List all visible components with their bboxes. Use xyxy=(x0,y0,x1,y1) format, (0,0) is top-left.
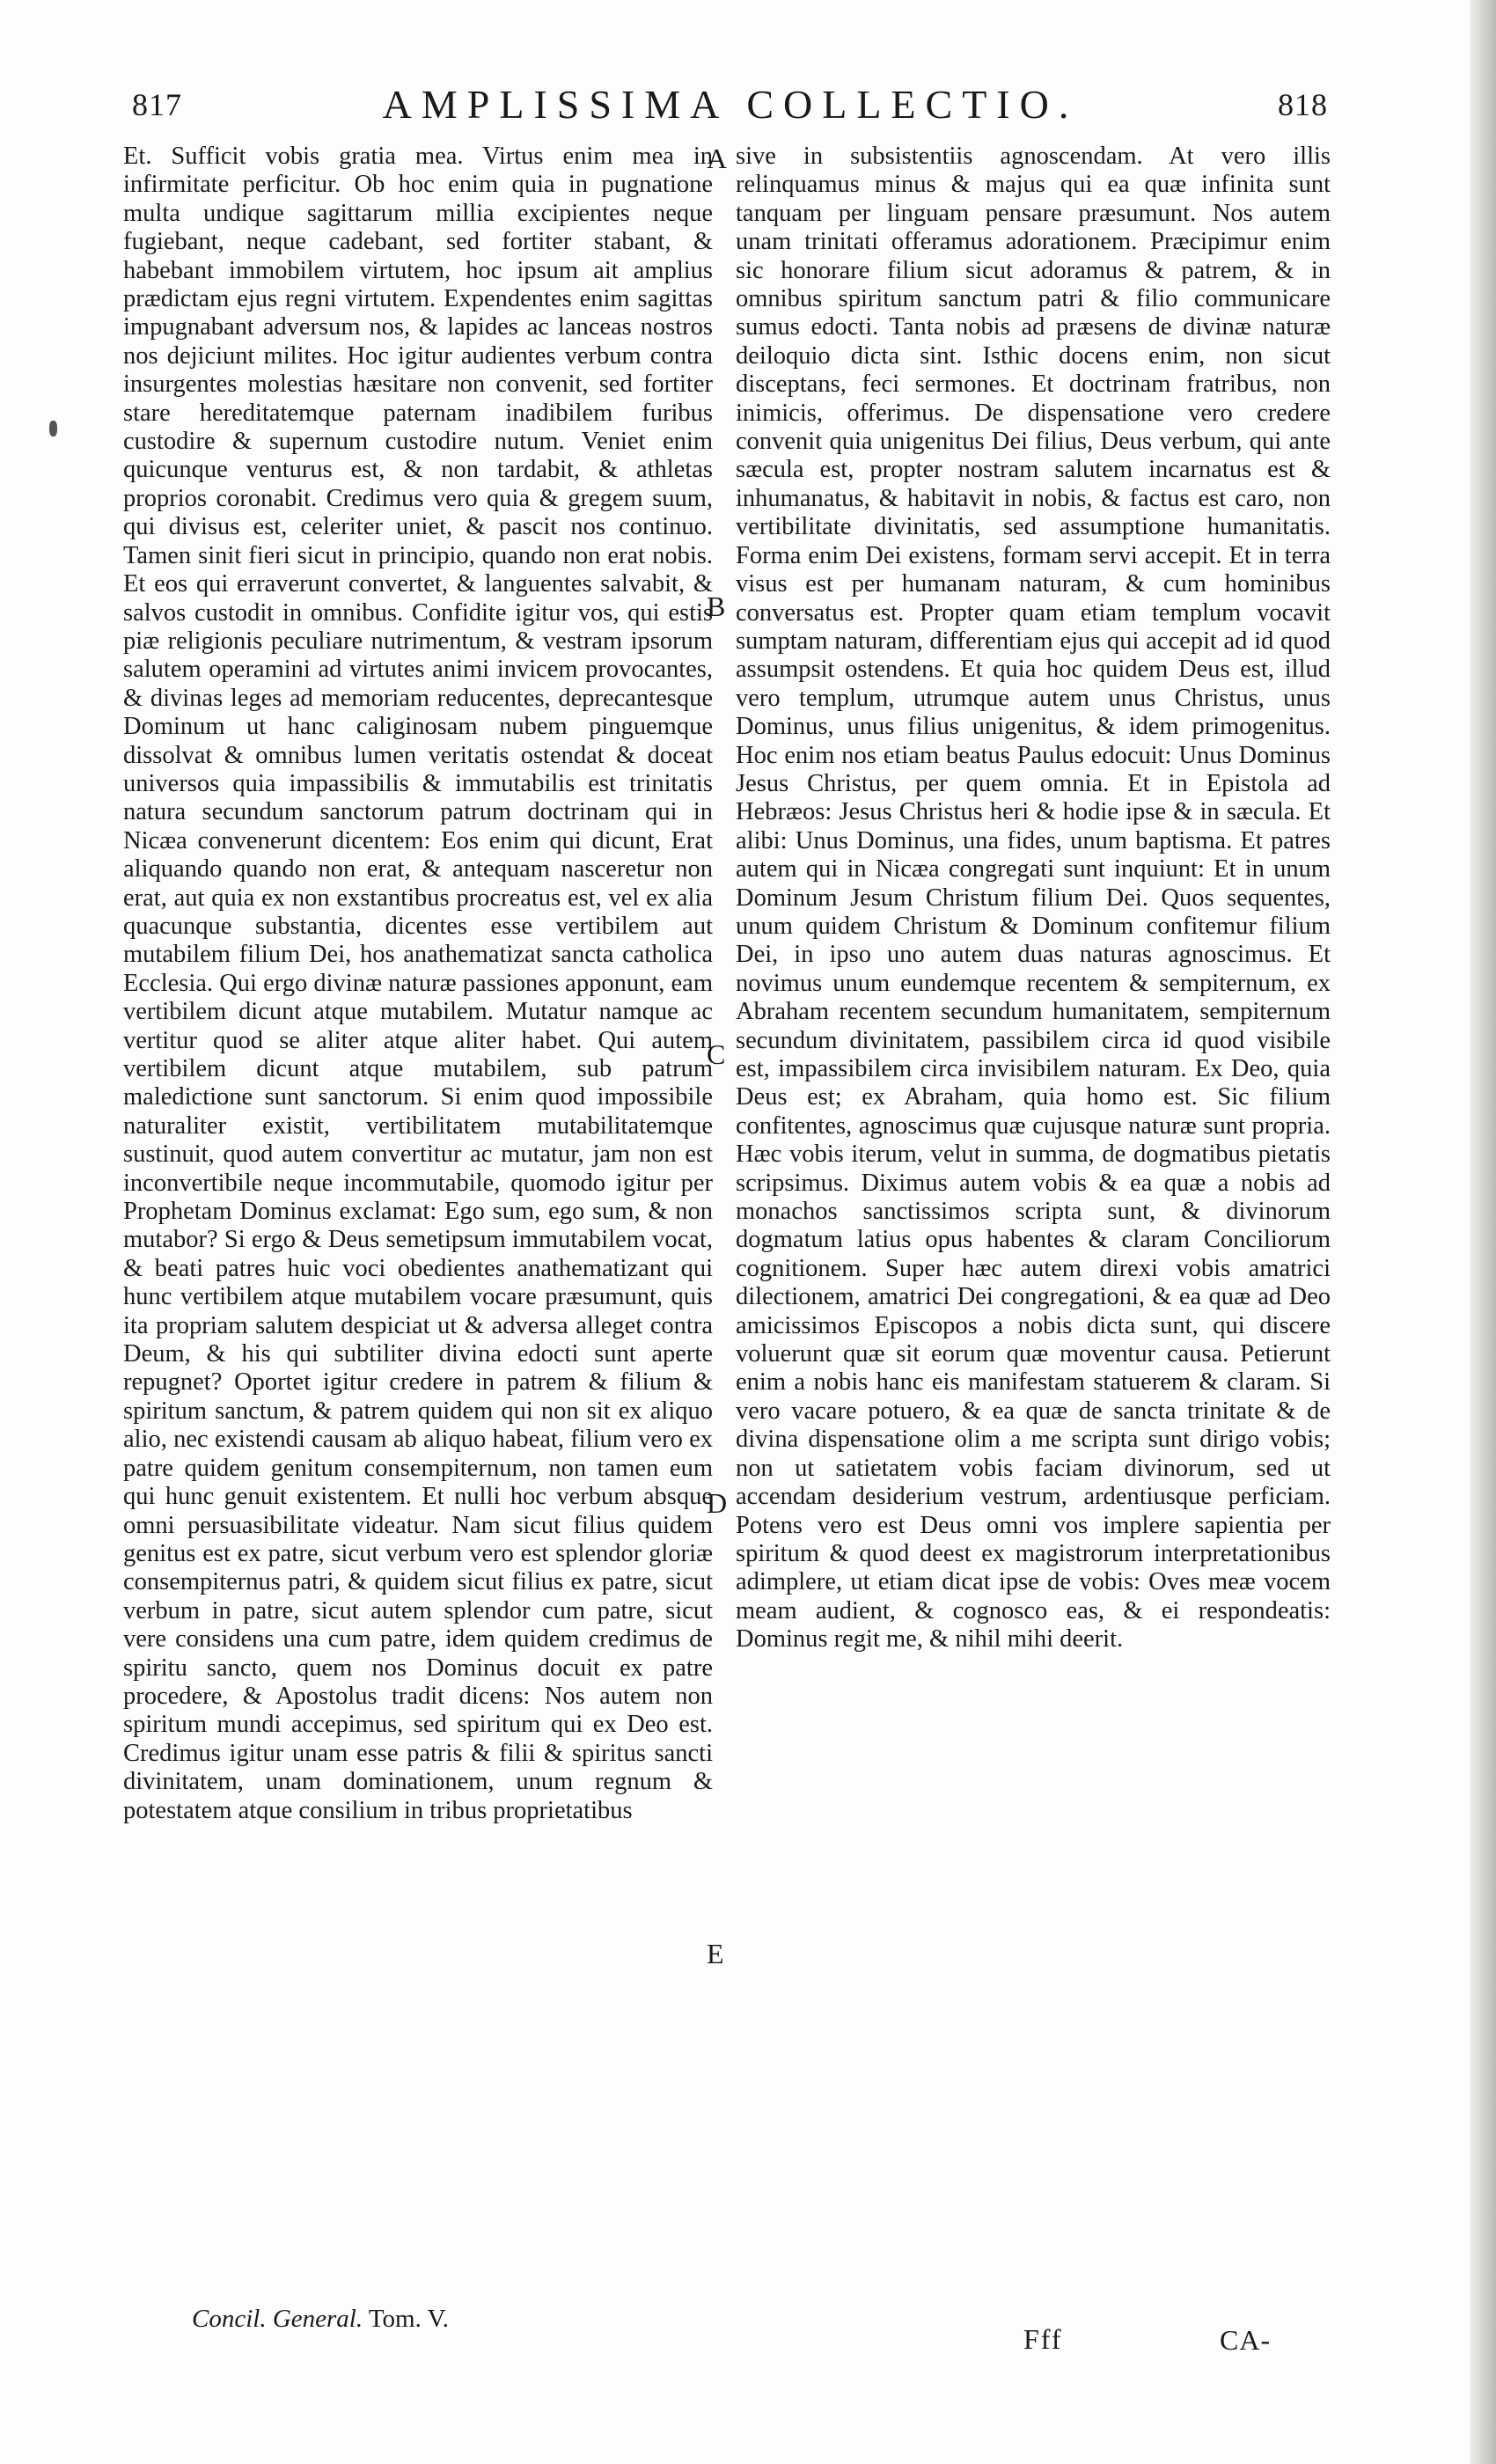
running-title: AMPLISSIMA COLLECTIO. xyxy=(382,82,1079,127)
column-left-text: Et. Sufficit vobis gratia mea. Virtus enim mea in infirmitate perficitur. Ob hoc enim quia in pugnatione multa undique sagittarum millia excipientes neque fugiebant, neque cadebant, sed fortiter stabant, & habebant immobilem virtutem, hoc ipsum ait amplius prædictam ejus regni virtutem. Expendentes enim sagittas impugnabant adversum nos, & lapides ac lanceas nostros nos dejiciunt milites. Hoc igitur audientes verbum contra insurgentes molestias hæsitare non convenit, sed fortiter stare hereditatemque paternam inadibilem furibus custodire & supernum custodire nutum. Veniet enim quicunque venturus est, & non tardabit, & athletas proprios coronabit. Credimus vero quia & gregem suum, qui divisus est, celeriter uniet, & pascit nos continuo. Tamen sinit fieri sicut in principio, quando non erat nobis. Et eos qui erraverunt convertet, & languentes salvabit, & salvos custodit in omnibus. Confidite igitur vos, qui estis piæ religionis peculiare nutrimentum, & vestram ipsorum salutem operamini ad virtutes animi invicem provocantes, & divinas leges ad memoriam reducentes, deprecantesque Dominum ut hanc caliginosam nubem pinguemque dissolvat & omnibus lumen veritatis ostendat & doceat universos quia impassibilis & immutabilis est trinitatis natura secundum sanctorum patrum doctrinam qui in Nicæa convenerunt dicentem: Eos enim qui dicunt, Erat aliquando quando non erat, & antequam nasceretur non erat, aut quia ex non exstantibus procreatus est, vel ex alia quacunque substantia, dicentes esse vertibilem aut mutabilem filium Dei, hos anathematizat sancta catholica Ecclesia. Qui ergo divinæ naturæ passiones apponunt, eam vertibilem dicunt atque mutabilem. Mutatur namque ac vertitur quod se aliter atque aliter habet. Qui autem vertibilem dicunt atque mutabilem, sub patrum maledictione sunt sanctorum. Si enim quod impossibile naturaliter existit, vertibilitatem mutabilitatemque sustinuit, quod autem convertitur ac mutatur, jam non est inconvertibile neque incommutabile, quomodo igitur per Prophetam Dominus exclamat: Ego sum, ego sum, & non mutabor? Si ergo & Deus semetipsum immutabilem vocat, & beati patres huic voci obedientes anathematizant qui hunc vertibilem atque mutabilem vocare præsumunt, quis ita propriam salutem despiciat ut & adversa alleget contra Deum, & his qui subtiliter divina edocti sunt aperte repugnet? Oportet igitur credere in patrem & filium & spiritum sanctum, & patrem quidem qui non sit ex aliquo alio, nec existendi causam ab aliquo habeat, filium vero ex patre quidem genitum consempiternum, non tamen eum qui hunc genuit existentem. Et nulli hoc verbum absque omni persuasibilitate videatur. Nam sicut filius quidem genitus est ex patre, sicut verbum vero est splendor gloriæ consempiternus patri, & quidem sicut filius ex patre, sicut verbum in patre, sicut autem splendor cum patre, sicut vere considens una cum patre, idem quidem credimus de spiritu sancto, quem nos Dominus docuit ex patre procedere, & Apostolus tradit dicens: Nos autem non spiritum mundi accepimus, sed spiritum qui ex Deo est. Credimus igitur unam esse patris & filii & spiritus sancti divinitatem, unam dominationem, unum regnum & potestatem atque consilium in tribus proprietatibus xyxy=(123,143,713,1824)
page-edge-shadow xyxy=(1470,0,1496,2464)
signature-mark: Fff xyxy=(1023,2323,1063,2355)
page-number-left: 817 xyxy=(132,87,182,122)
footer-source-volume: Tom. V. xyxy=(368,2305,450,2333)
page-number-right: 818 xyxy=(1278,87,1328,122)
margin-letter-c: C xyxy=(707,1038,726,1070)
ink-speck xyxy=(49,421,57,436)
footer-source xyxy=(192,2305,449,2334)
text-column-right xyxy=(736,143,1331,1654)
text-column-left xyxy=(123,143,713,1825)
margin-letter-a: A xyxy=(707,143,728,174)
column-right-text: sive in subsistentiis agnoscendam. At vero illis relinquamus minus & majus qui ea quæ infinita sunt tanquam per linguam pensare præsumunt. Nos autem unam trinitati offeramus adorationem. Præcipimur enim sic honorare filium sicut adoramus & patrem, & in omnibus spiritum sanctum patri & filio communicare sumus edocti. Tanta nobis ad præsens de divinæ naturæ deiloquio dicta sint. Isthic docens enim, non sicut disceptans, feci sermones. Et doctrinam fratribus, non inimicis, offerimus. De dispensatione vero credere convenit quia unigenitus Dei filius, Deus verbum, qui ante sæcula est, propter nostram salutem incarnatus est & inhumanatus, & habitavit in nobis, & factus est caro, non vertibilitate divinitatis, sed assumptione humanitatis. Forma enim Dei existens, formam servi accepit. Et in terra visus est per humanam naturam, & cum hominibus conversatus est. Propter quam etiam templum vocavit sumptam naturam, differentiam ejus qui accepit ad id quod assumpsit ostendens. Et quia hoc quidem Deus est, illud vero templum, utrumque autem unus Christus, unus Dominus, unus filius unigenitus, & idem primogenitus. Hoc enim nos etiam beatus Paulus edocuit: Unus Dominus Jesus Christus, per quem omnia. Et in Epistola ad Hebræos: Jesus Christus heri & hodie ipse & in sæcula. Et alibi: Unus Dominus, una fides, unum baptisma. Et patres autem qui in Nicæa congregati sunt inquiunt: Et in unum Dominum Jesum Christum filium Dei. Quos sequentes, unum quidem Christum & Dominum confitemur filium Dei, in ipso uno autem duas naturas agnoscimus. Et novimus unum eundemque recentem & sempiternum, ex Abraham recentem secundum humanitatem, sempiternum secundum divinitatem, passibilem circa id quod visibile est, impassibilem circa invisibilem naturam. Ex Deo, quia Deus est; ex Abraham, quia homo est. Sic filium confitentes, agnoscimus quæ cujusque naturæ sunt propria. Hæc vobis iterum, velut in summa, de dogmatibus pietatis scripsimus. Diximus autem vobis & ea quæ a nobis ad monachos sanctissimos scripta sunt, & divinorum dogmatum latius opus habentes & claram Conciliorum cognitionem. Super hæc autem direxi vobis amatrici dilectionem, amatrici Dei congregationi, & ea quæ ad Deo amicissimos Episcopos a nobis dicta sunt, qui discere voluerunt quæ sit eorum quæ moventur causa. Petierunt enim a nobis hanc eis manifestam statuerem & claram. Si vero vacare potuero, & ea quæ de sancta trinitate & de divina dispensatione olim a me scripta sunt dirigo vobis; non ut satietatem vobis faciam divinorum, sed ut accendam desiderium vestrum, ardentiusque perficiam. Potens vero est Deus omni vos implere sapientia per spiritum & quod deest ex magistrorum interpretationibus adimplere, ut etiam dicat ipse de vobis: Oves meæ vocem meam audient, & cognosco eas, & ei respondeatis: Dominus regit me, & nihil mihi deerit. xyxy=(736,143,1331,1654)
margin-letter-b: B xyxy=(707,590,726,622)
catchword: CA- xyxy=(1220,2324,1272,2356)
footer-source-title: Concil. General. xyxy=(192,2305,363,2333)
margin-letter-d: D xyxy=(707,1487,728,1519)
margin-letter-e: E xyxy=(707,1938,724,1969)
